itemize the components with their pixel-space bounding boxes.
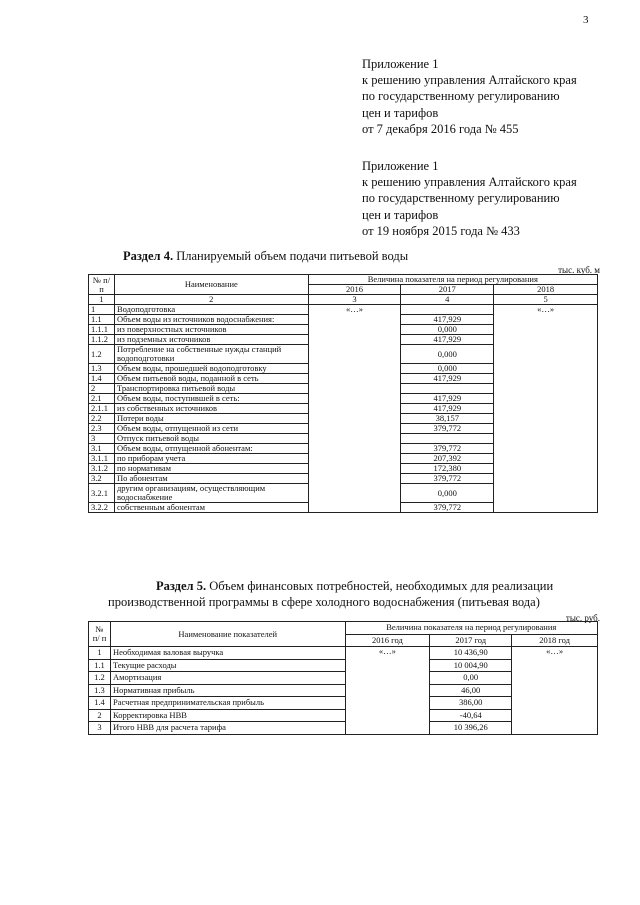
appendix-line: Приложение 1 <box>362 57 439 71</box>
row-number: 2.1 <box>89 394 115 404</box>
header-period: Величина показателя на период регулирования <box>345 622 597 635</box>
row-name: Нормативная прибыль <box>110 684 345 697</box>
row-name: Итого НВВ для расчета тарифа <box>110 722 345 735</box>
value-2017: 379,772 <box>401 474 494 484</box>
row-number: 1.1 <box>89 315 115 325</box>
header-year: 2017 год <box>430 634 512 647</box>
row-number: 3.1 <box>89 444 115 454</box>
value-2017: 10 004,90 <box>430 659 512 672</box>
row-number: 3.1.1 <box>89 454 115 464</box>
header-name: Наименование <box>114 275 308 295</box>
row-name: Корректировка НВВ <box>110 709 345 722</box>
row-number: 2.2 <box>89 414 115 424</box>
value-2017: 10 436,90 <box>430 647 512 660</box>
row-number: 1.1 <box>89 659 111 672</box>
appendix-line: к решению управления Алтайского края <box>362 73 577 88</box>
row-name: Необходимая валовая выручка <box>110 647 345 660</box>
value-2017: -40,64 <box>430 709 512 722</box>
row-number: 3 <box>89 434 115 444</box>
value-2016: «…» <box>345 647 430 735</box>
row-name: Объем питьевой воды, поданной в сеть <box>114 374 308 384</box>
section5-unit: тыс. руб. <box>565 613 600 623</box>
value-2017: 417,929 <box>401 374 494 384</box>
value-2017: 0,000 <box>401 364 494 374</box>
section4-unit: тыс. куб. м <box>558 265 600 275</box>
section5-title-bold: Раздел 5. <box>156 579 207 593</box>
row-number: 1.3 <box>89 364 115 374</box>
row-name: Водоподготовка <box>114 305 308 315</box>
appendix-note-previous <box>362 158 577 239</box>
header-year: 2016 год <box>345 634 430 647</box>
row-name: по нормативам <box>114 464 308 474</box>
row-number: 1.1.1 <box>89 325 115 335</box>
row-number: 2 <box>89 709 111 722</box>
row-name: Отпуск питьевой воды <box>114 434 308 444</box>
row-name: Объем воды из источников водоснабжения: <box>114 315 308 325</box>
row-number: 3.2.1 <box>89 484 115 503</box>
appendix-line: к решению управления Алтайского края <box>362 175 577 190</box>
value-2017: 172,380 <box>401 464 494 474</box>
row-number: 1.3 <box>89 684 111 697</box>
row-name: из собственных источников <box>114 404 308 414</box>
value-2017: 379,772 <box>401 503 494 513</box>
value-2018: «…» <box>512 647 598 735</box>
row-number: 3 <box>89 722 111 735</box>
value-2017: 386,00 <box>430 697 512 710</box>
row-name: Объем воды, поступившей в сеть: <box>114 394 308 404</box>
header-year: 2018 год <box>512 634 598 647</box>
appendix-line: по государственному регулированию <box>362 89 560 104</box>
section4-title-text: Планируемый объем подачи питьевой воды <box>173 249 409 263</box>
value-2016: «…» <box>308 305 401 513</box>
header-year: 2017 <box>401 285 494 295</box>
value-2017: 417,929 <box>401 394 494 404</box>
value-2017: 0,00 <box>430 672 512 685</box>
row-number: 3.1.2 <box>89 464 115 474</box>
header-name: Наименование показателей <box>110 622 345 647</box>
row-name: Объем воды, отпущенной абонентам: <box>114 444 308 454</box>
appendix-note-current <box>362 56 577 137</box>
column-number: 1 <box>89 295 115 305</box>
row-name: Объем воды, прошедшей водоподготовку <box>114 364 308 374</box>
row-number: 1.4 <box>89 697 111 710</box>
value-2017: 46,00 <box>430 684 512 697</box>
column-number: 3 <box>308 295 401 305</box>
row-number: 1.4 <box>89 374 115 384</box>
row-name: Амортизация <box>110 672 345 685</box>
row-name: Текущие расходы <box>110 659 345 672</box>
section4-title <box>123 249 408 264</box>
value-2017: 379,772 <box>401 424 494 434</box>
value-2017: 417,929 <box>401 335 494 345</box>
section4-title-bold: Раздел 4. <box>123 249 174 263</box>
row-name: Объем воды, отпущенной из сети <box>114 424 308 434</box>
value-2017: 0,000 <box>401 484 494 503</box>
column-number: 5 <box>494 295 598 305</box>
row-number: 3.2 <box>89 474 115 484</box>
value-2017: 0,000 <box>401 345 494 364</box>
water-volume-table <box>88 274 598 513</box>
row-name: Потребление на собственные нужды станций водоподготовки <box>114 345 308 364</box>
section5-title-text: Объем финансовых потребностей, необходимых для реализации производственной программы в сфере холодного водоснабжения (питьевая вода) <box>108 579 554 609</box>
appendix-line: цен и тарифов <box>362 105 439 120</box>
value-2017: 207,392 <box>401 454 494 464</box>
row-name: другим организациям, осуществляющим водоснабжение <box>114 484 308 503</box>
header-period: Величина показателя на период регулирования <box>308 275 597 285</box>
row-name: Транспортировка питьевой воды <box>114 384 308 394</box>
appendix-line: Приложение 1 <box>362 159 439 173</box>
header-year: 2016 <box>308 285 401 295</box>
row-number: 2.3 <box>89 424 115 434</box>
column-number: 2 <box>114 295 308 305</box>
header-num: № п/ п <box>89 622 111 647</box>
table-row <box>89 305 598 315</box>
value-2017: 10 396,26 <box>430 722 512 735</box>
row-number: 2.1.1 <box>89 404 115 414</box>
column-number: 4 <box>401 295 494 305</box>
row-name: По абонентам <box>114 474 308 484</box>
row-number: 1.2 <box>89 672 111 685</box>
row-number: 2 <box>89 384 115 394</box>
row-name: собственным абонентам <box>114 503 308 513</box>
value-2018: «…» <box>494 305 598 513</box>
value-2017: 417,929 <box>401 315 494 325</box>
row-number: 1 <box>89 305 115 315</box>
value-2017: 379,772 <box>401 444 494 454</box>
table-row <box>89 647 598 660</box>
page-number: 3 <box>583 14 589 26</box>
section5-title <box>108 578 618 610</box>
appendix-line: от 7 декабря 2016 года № 455 <box>362 121 519 136</box>
row-number: 3.2.2 <box>89 503 115 513</box>
value-2017: 0,000 <box>401 325 494 335</box>
appendix-line: от 19 ноября 2015 года № 433 <box>362 223 520 238</box>
value-2017 <box>401 384 494 394</box>
row-number: 1 <box>89 647 111 660</box>
row-name: из подземных источников <box>114 335 308 345</box>
value-2017: 417,929 <box>401 404 494 414</box>
row-name: по приборам учета <box>114 454 308 464</box>
row-number: 1.2 <box>89 345 115 364</box>
finance-table <box>88 621 598 735</box>
appendix-line: по государственному регулированию <box>362 191 560 206</box>
row-name: Потери воды <box>114 414 308 424</box>
row-number: 1.1.2 <box>89 335 115 345</box>
row-name: из поверхностных источников <box>114 325 308 335</box>
value-2017 <box>401 305 494 315</box>
header-year: 2018 <box>494 285 598 295</box>
row-name: Расчетная предпринимательская прибыль <box>110 697 345 710</box>
header-num: № п/п <box>89 275 115 295</box>
appendix-line: цен и тарифов <box>362 207 439 222</box>
value-2017 <box>401 434 494 444</box>
value-2017: 38,157 <box>401 414 494 424</box>
